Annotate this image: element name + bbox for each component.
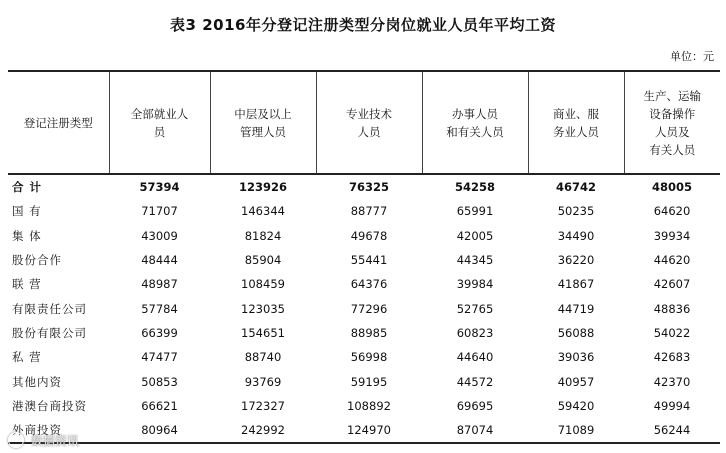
column-header-line: 中层及以上 bbox=[234, 106, 292, 121]
watermark-text: 数据资讯 bbox=[30, 434, 79, 448]
row-label: 集 体 bbox=[12, 228, 42, 243]
table-cell: 43009 bbox=[141, 228, 178, 243]
table-cell: 46742 bbox=[555, 180, 596, 195]
column-header-line: 商业、服 bbox=[553, 106, 599, 121]
row-label: 股份合作 bbox=[12, 253, 62, 268]
column-header bbox=[210, 71, 316, 174]
table-cell: 48987 bbox=[141, 277, 178, 292]
table-cell: 88740 bbox=[244, 350, 282, 365]
table-cell: 59420 bbox=[557, 398, 595, 413]
table-row bbox=[8, 296, 720, 320]
table-cell: 172327 bbox=[241, 398, 285, 413]
row-label: 私 营 bbox=[12, 350, 42, 365]
table-cell: 54258 bbox=[454, 180, 495, 195]
table-row bbox=[8, 224, 720, 248]
table-cell: 87074 bbox=[422, 418, 528, 443]
column-header bbox=[528, 71, 624, 174]
table-cell: 48005 bbox=[651, 180, 692, 195]
table-cell: 146344 bbox=[241, 204, 285, 219]
table-cell: 47477 bbox=[141, 350, 178, 365]
table-row bbox=[8, 345, 720, 369]
table-cell: 56998 bbox=[350, 350, 388, 365]
table-cell: 41867 bbox=[557, 277, 595, 292]
table-cell: 108892 bbox=[347, 398, 391, 413]
column-header bbox=[316, 71, 422, 174]
table-cell: 69695 bbox=[456, 398, 494, 413]
table-row-total bbox=[8, 174, 720, 199]
column-header-line: 管理人员 bbox=[240, 124, 286, 139]
table-cell: 80964 bbox=[109, 418, 210, 443]
table-cell: 56088 bbox=[557, 325, 595, 340]
table-row bbox=[8, 369, 720, 393]
table-cell: 50235 bbox=[557, 204, 595, 219]
column-header bbox=[109, 71, 210, 174]
table-cell: 36220 bbox=[557, 253, 595, 268]
row-label: 联 营 bbox=[12, 277, 42, 292]
table-cell: 88985 bbox=[350, 325, 388, 340]
table-cell: 88777 bbox=[350, 204, 388, 219]
column-header-line: 务业人员 bbox=[553, 124, 599, 139]
row-label: 国 有 bbox=[12, 204, 42, 219]
table-cell: 56244 bbox=[624, 418, 720, 443]
column-header bbox=[8, 71, 109, 174]
table-cell: 66621 bbox=[141, 398, 178, 413]
table-cell: 48444 bbox=[141, 253, 178, 268]
table-cell: 154651 bbox=[241, 325, 285, 340]
table-row bbox=[8, 199, 720, 223]
table-row bbox=[8, 394, 720, 418]
row-label: 股份有限公司 bbox=[12, 325, 87, 340]
table-cell: 48836 bbox=[653, 301, 691, 316]
table-cell: 59195 bbox=[350, 374, 388, 389]
table-cell: 93769 bbox=[244, 374, 282, 389]
table-cell: 242992 bbox=[210, 418, 316, 443]
table-title: 表3 2016年分登记注册类型分岗位就业人员年平均工资 bbox=[170, 16, 556, 34]
column-header-line: 人员 bbox=[357, 124, 381, 139]
table-cell: 66399 bbox=[141, 325, 178, 340]
row-label: 合 计 bbox=[12, 180, 43, 195]
table-cell: 81824 bbox=[244, 228, 282, 243]
table-body bbox=[8, 174, 720, 443]
table-cell: 39036 bbox=[557, 350, 595, 365]
wage-table bbox=[8, 70, 720, 444]
table-cell: 40957 bbox=[557, 374, 595, 389]
column-header bbox=[422, 71, 528, 174]
table-cell: 124970 bbox=[316, 418, 422, 443]
table-cell: 44640 bbox=[456, 350, 494, 365]
table-cell: 54022 bbox=[653, 325, 691, 340]
camera-icon bbox=[8, 432, 24, 448]
row-label: 有限责任公司 bbox=[12, 301, 87, 316]
table-cell: 34490 bbox=[557, 228, 595, 243]
column-header-line: 设备操作 bbox=[649, 106, 696, 121]
table-cell: 64620 bbox=[653, 204, 691, 219]
unit-label: 单位：元 bbox=[670, 50, 714, 63]
table-cell: 71089 bbox=[528, 418, 624, 443]
table-cell: 44572 bbox=[456, 374, 494, 389]
table-cell: 42607 bbox=[653, 277, 691, 292]
column-header-line: 人员及 bbox=[655, 124, 690, 139]
table-cell: 123035 bbox=[241, 301, 285, 316]
table-cell: 57784 bbox=[141, 301, 178, 316]
column-header-line: 全部就业人 bbox=[130, 106, 189, 121]
table-cell: 57394 bbox=[139, 180, 180, 195]
table-cell: 85904 bbox=[244, 253, 282, 268]
table-row bbox=[8, 272, 720, 296]
table-cell: 108459 bbox=[241, 277, 285, 292]
table-cell: 49678 bbox=[350, 228, 388, 243]
table-cell: 49994 bbox=[653, 398, 691, 413]
table-cell: 52765 bbox=[456, 301, 494, 316]
table-cell: 65991 bbox=[456, 204, 494, 219]
table-row bbox=[8, 321, 720, 345]
column-header-line: 专业技术 bbox=[346, 106, 392, 121]
table-cell: 44345 bbox=[456, 253, 494, 268]
row-label: 外商投资 bbox=[8, 418, 109, 443]
table-cell: 60823 bbox=[456, 325, 494, 340]
column-header-line: 员 bbox=[153, 124, 166, 139]
table-cell: 42005 bbox=[456, 228, 494, 243]
table-cell: 71707 bbox=[141, 204, 178, 219]
table-cell: 76325 bbox=[348, 180, 389, 195]
header-row bbox=[8, 71, 720, 174]
table-row bbox=[8, 248, 720, 272]
table-cell: 55441 bbox=[350, 253, 388, 268]
table-cell: 50853 bbox=[141, 374, 178, 389]
table-cell: 42683 bbox=[653, 350, 691, 365]
table-cell: 123926 bbox=[238, 180, 287, 195]
table-cell: 64376 bbox=[350, 277, 388, 292]
table-cell: 44620 bbox=[653, 253, 691, 268]
column-header-line: 和有关人员 bbox=[446, 124, 504, 139]
column-header-line: 办事人员 bbox=[452, 106, 498, 121]
table-cell: 42370 bbox=[653, 374, 691, 389]
column-header-line: 有关人员 bbox=[649, 142, 696, 157]
row-label: 其他内资 bbox=[12, 374, 62, 389]
table-cell: 39984 bbox=[456, 277, 494, 292]
table-cell: 44719 bbox=[557, 301, 595, 316]
column-header bbox=[624, 71, 720, 174]
row-label: 港澳台商投资 bbox=[12, 398, 87, 413]
watermark bbox=[8, 431, 118, 451]
column-header-line: 登记注册类型 bbox=[23, 115, 93, 130]
table-cell: 39934 bbox=[653, 228, 691, 243]
column-header-line: 生产、运输 bbox=[643, 88, 701, 103]
table-cell: 77296 bbox=[350, 301, 388, 316]
